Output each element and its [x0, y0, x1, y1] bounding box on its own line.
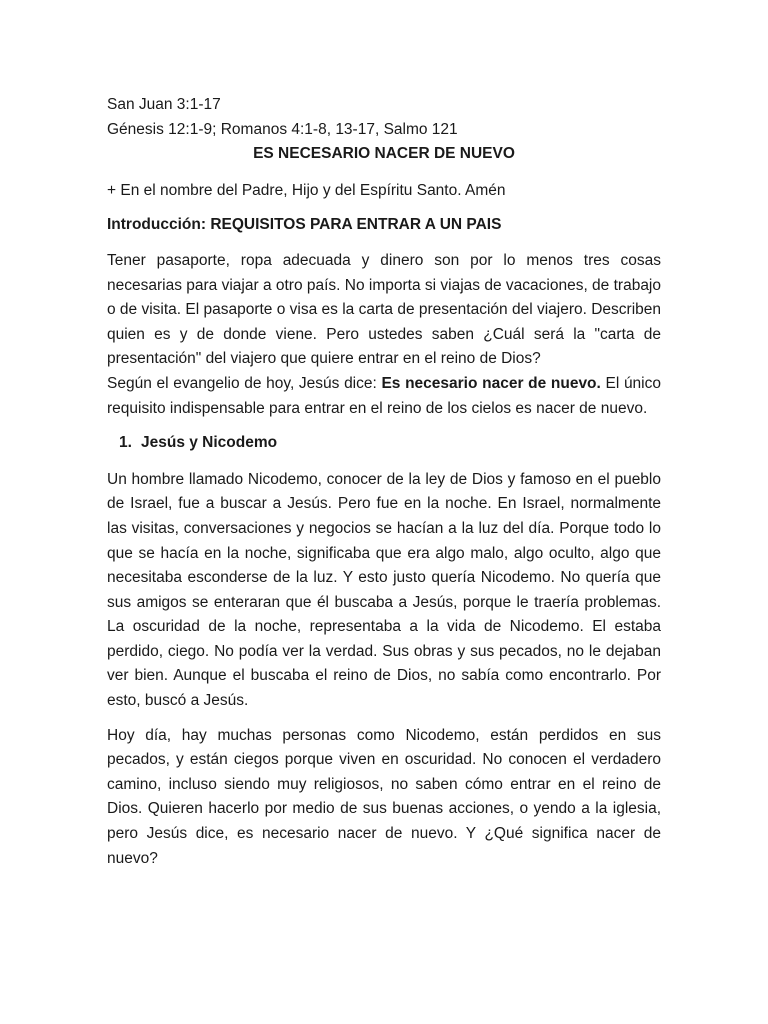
intro-title: REQUISITOS PARA ENTRAR A UN PAIS	[210, 216, 502, 234]
section-heading-1	[107, 431, 661, 456]
paragraph-gospel-emphasis: Es necesario nacer de nuevo.	[381, 374, 601, 392]
intro-heading	[107, 213, 661, 238]
sermon-title: ES NECESARIO NACER DE NUEVO	[253, 145, 515, 163]
gospel-reference: San Juan 3:1-17	[107, 96, 221, 113]
paragraph-nicodemo: Un hombre llamado Nicodemo, conocer de la ley de Dios y famoso en el pueblo de Israel, fue a buscar a Jesús. Pero fue en la noche. En Israel, normalmente las visitas, conversaciones y negocios se hacían a la luz del día. Porque todo lo que se hacía en la noche, significaba que era algo malo, algo oculto, algo que necesitaba esconderse de la luz. Y esto justo quería Nicodemo. No quería que sus amigos se enteraran que él buscaba a Jesús, porque le traería problemas. La oscuridad de la noche, representaba a la vida de Nicodemo. El estaba perdido, ciego. No podía ver la verdad. Sus obras y sus pecados, no le dejaban ver bien. Aunque el buscaba el reino de Dios, no sabía como encontrarlo. Por esto, buscó a Jesús.	[107, 470, 661, 710]
section-title: Jesús y Nicodemo	[141, 434, 278, 452]
paragraph-today: Hoy día, hay muchas personas como Nicodemo, están perdidos en sus pecados, y están ciegos porque viven en oscuridad. No conocen el verdadero camino, incluso siendo muy religiosos, no saben cómo entrar en el reino de Dios. Quieren hacerlo por medio de sus buenas acciones, o yendo a la iglesia, pero Jesús dice, es necesario nacer de nuevo. Y ¿Qué significa nacer de nuevo?	[107, 726, 661, 867]
paragraph-gospel-lead: Según el evangelio de hoy, Jesús dice:	[107, 374, 382, 392]
paragraph-gospel-rest: El único requisito indispensable para entrar en el reino de los cielos es nacer de nuevo.	[107, 374, 661, 417]
paragraph-gospel	[107, 372, 661, 421]
readings-reference: Génesis 12:1-9; Romanos 4:1-8, 13-17, Salmo 121	[107, 120, 458, 138]
invocation: + En el nombre del Padre, Hijo y del Espíritu Santo. Amén	[107, 181, 506, 199]
intro-label: Introducción:	[107, 216, 207, 234]
paragraph-intro: Tener pasaporte, ropa adecuada y dinero son por lo menos tres cosas necesarias para viajar a otro país. No importa si viajas de vacaciones, de trabajo o de visita. El pasaporte o visa es la carta de presentación del viajero. Describen quien es y de donde viene. Pero ustedes saben ¿Cuál será la "carta de presentación" del viajero que quiere entrar en el reino de Dios?	[107, 251, 661, 368]
section-number: 1.	[119, 434, 132, 452]
document-page	[107, 93, 661, 881]
